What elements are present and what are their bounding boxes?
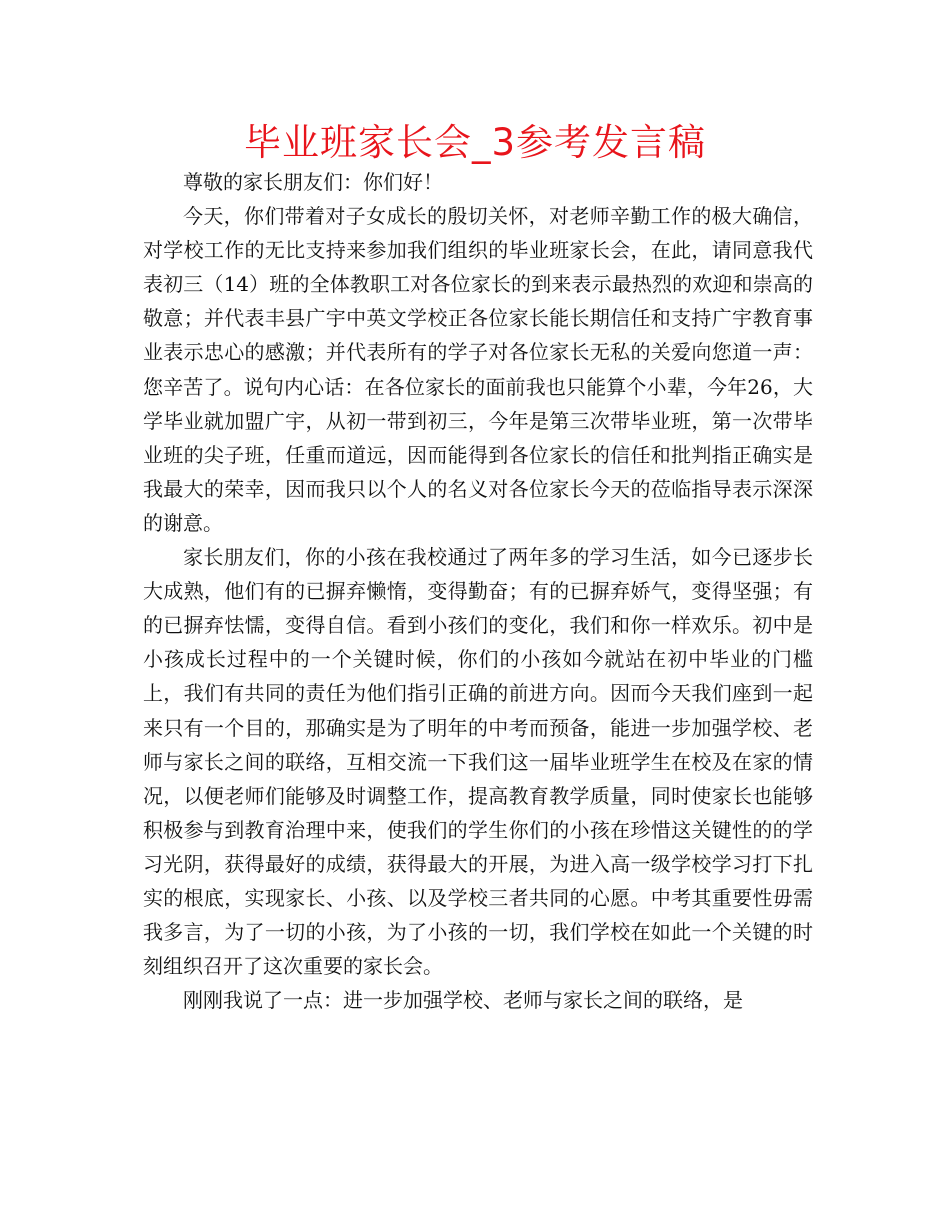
body-paragraph: 家长朋友们，你的小孩在我校通过了两年多的学习生活，如今已逐步长大成熟，他们有的已摒弃懒惰，变得勤奋；有的已摒弃娇气，变得坚强；有的已摒弃怯懦，变得自信。看到小孩们的变化，我们和你一样欢乐。初中是小孩成长过程中的一个关键时候，你们的小孩如今就站在初中毕业的门槛上，我们有共同的责任为他们指引正确的前进方向。因而今天我们座到一起来只有一个目的，那确实是为了明年的中考而预备，能进一步加强学校、老师与家长之间的联络，互相交流一下我们这一届毕业班学生在校及在家的情况，以便老师们能够及时调整工作，提高教育教学质量，同时使家长也能够积极参与到教育治理中来，使我们的学生你们的小孩在珍惜这关键性的的学习光阴，获得最好的成绩，获得最大的开展，为进入高一级学校学习打下扎实的根底，实现家长、小孩、以及学校三者共同的心愿。中考其重要性毋需我多言，为了一切的小孩，为了小孩的一切，我们学校在如此一个关键的时刻组织召开了这次重要的家长会。 (143, 545, 813, 979)
body-paragraph: 刚刚我说了一点：进一步加强学校、老师与家长之间的联络，是 (183, 988, 743, 1013)
body-paragraph: 今天，你们带着对子女成长的殷切关怀，对老师辛勤工作的极大确信，对学校工作的无比支持来参加我们组织的毕业班家长会，在此，请同意我代表初三（14）班的全体教职工对各位家长的到来表示最热烈的欢迎和崇高的敬意；并代表丰县广宇中英文学校正各位家长能长期信任和支持广宇教育事业表示忠心的感激；并代表所有的学子对各位家长无私的关爱向您道一声：您辛苦了。说句内心话：在各位家长的面前我也只能算个小辈，今年26，大学毕业就加盟广宇，从初一带到初三，今年是第三次带毕业班，第一次带毕业班的尖子班，任重而道远，因而能得到各位家长的信任和批判指正确实是我最大的荣幸，因而我只以个人的名义对各位家长今天的莅临指导表示深深的谢意。 (143, 204, 813, 535)
greeting-paragraph: 尊敬的家长朋友们：你们好！ (183, 170, 443, 194)
document-body (143, 165, 813, 1017)
document-title: 毕业班家长会_3参考发言稿 (243, 121, 707, 164)
